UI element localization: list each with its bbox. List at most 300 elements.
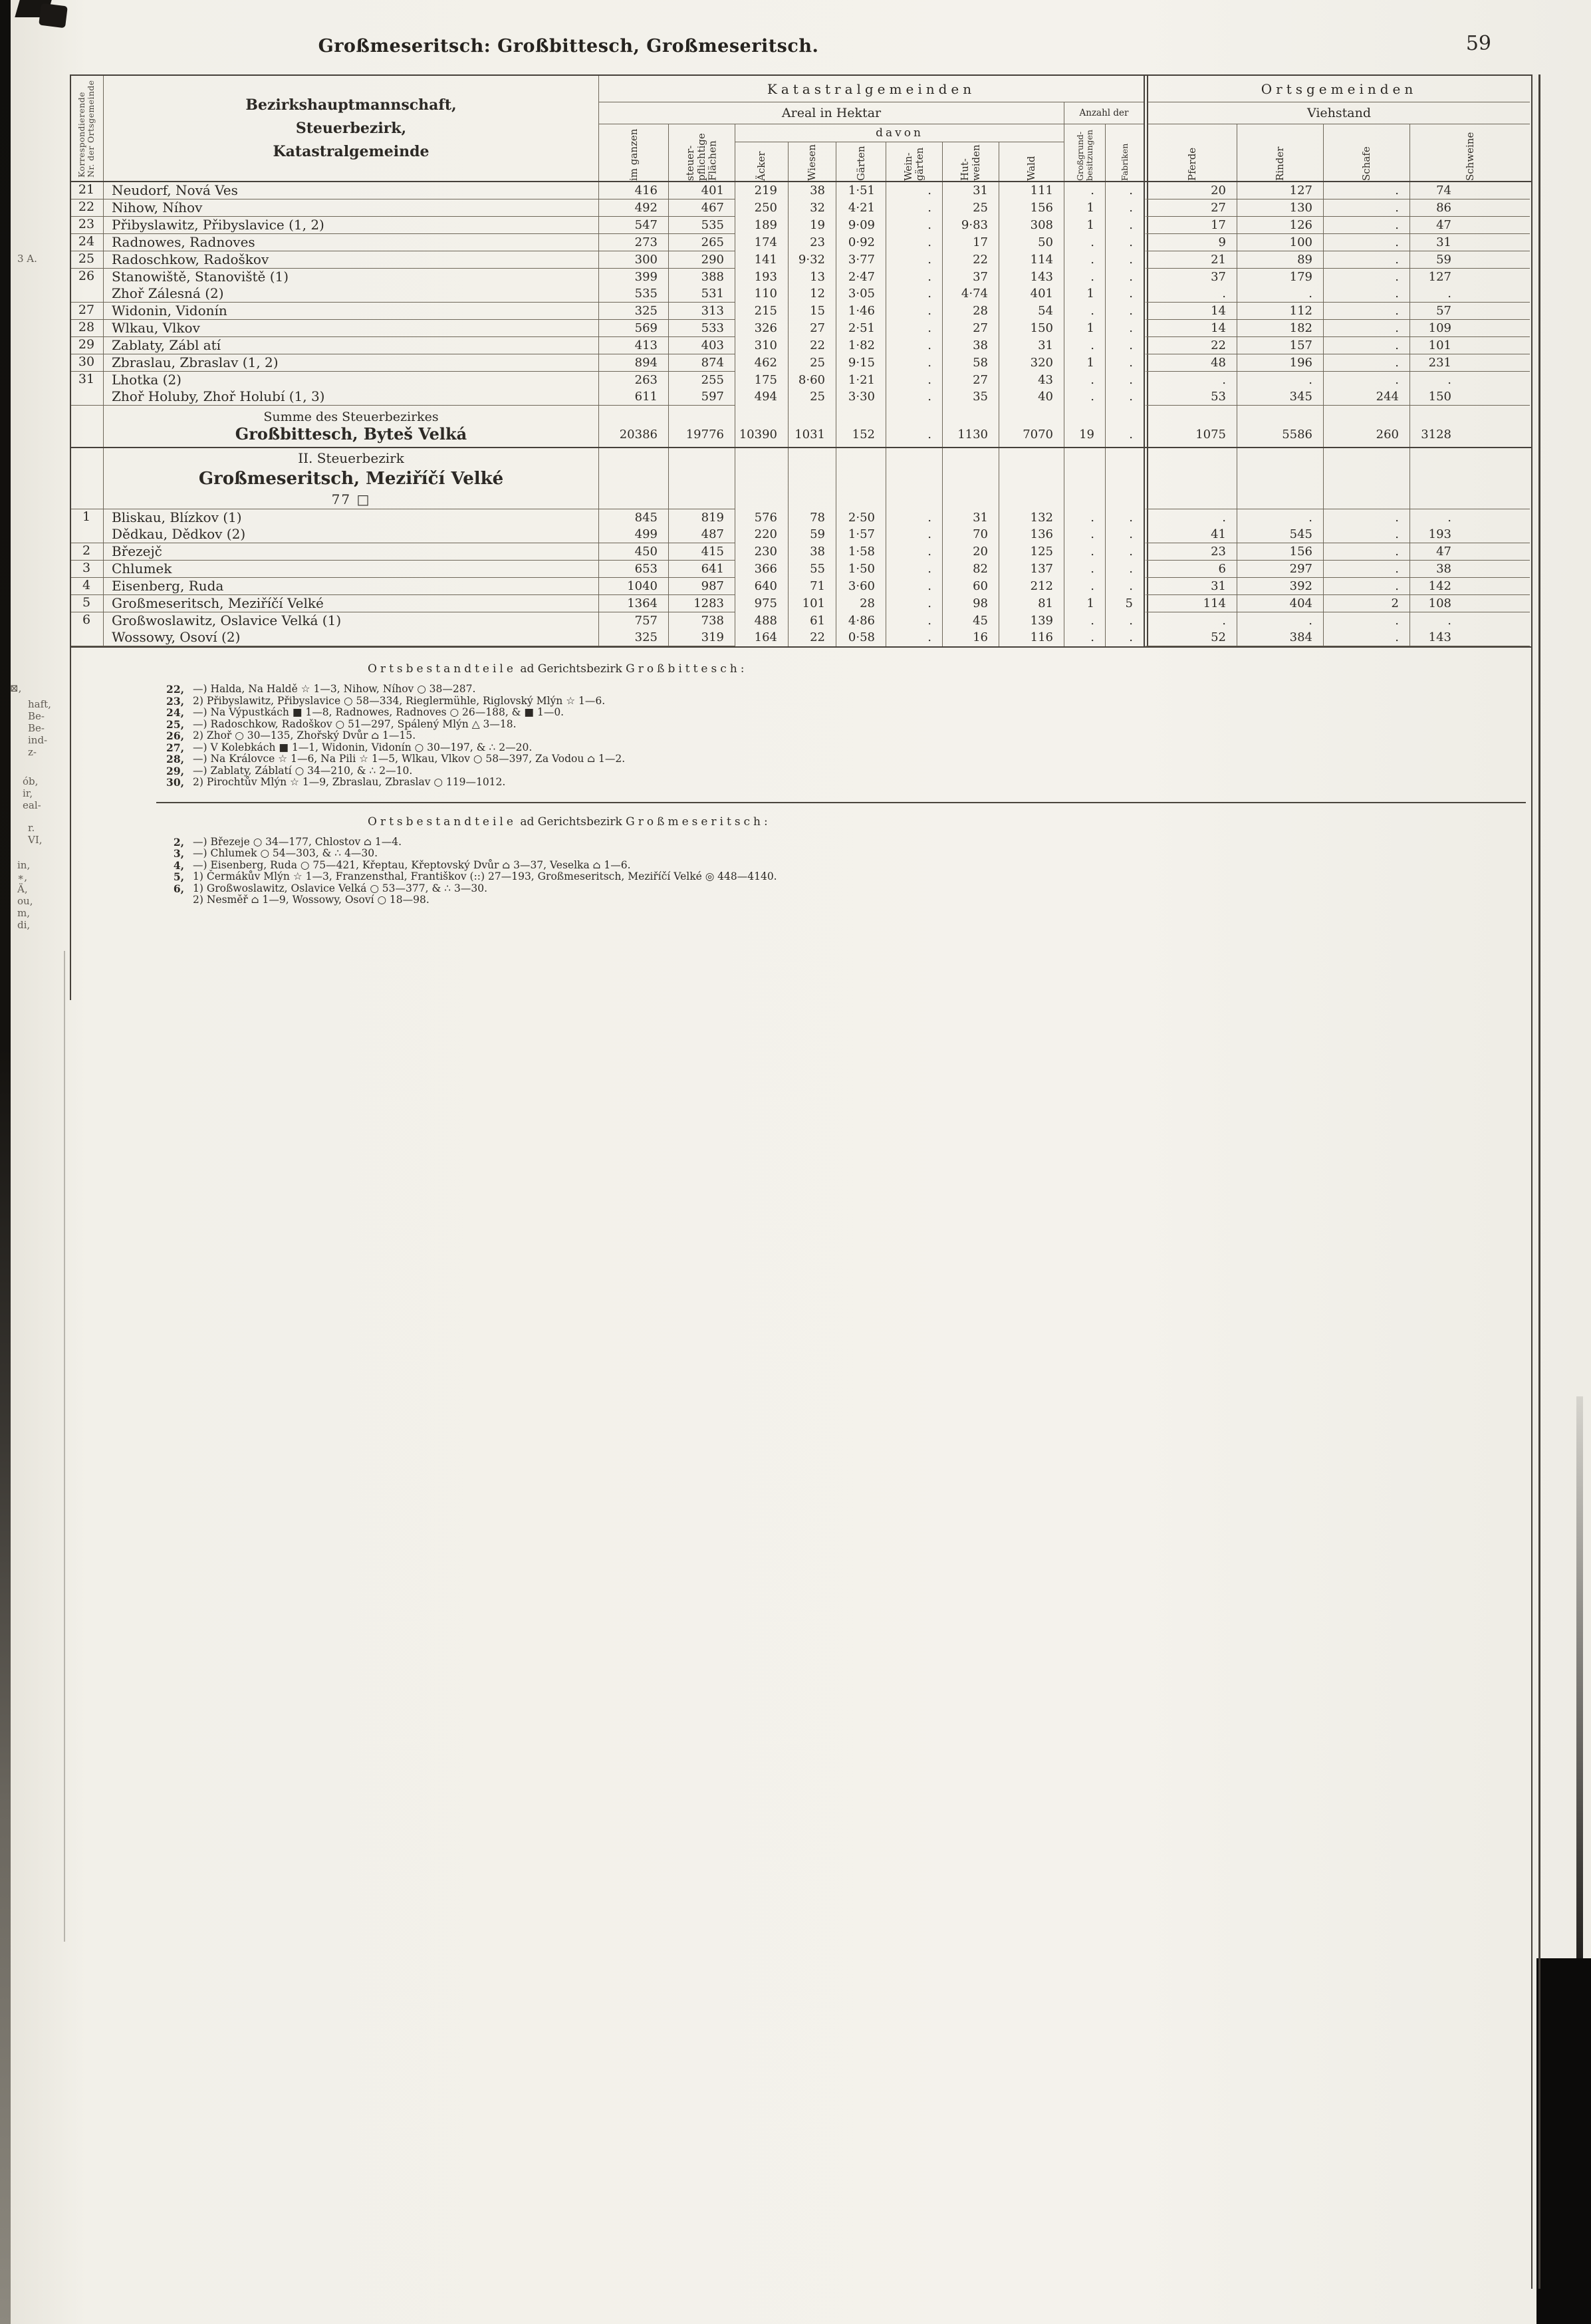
value: 265 [701,235,724,249]
value: 487 [701,527,724,541]
value: 28 [973,304,988,318]
value: 14 [1211,321,1226,335]
value: 143 [1428,630,1451,644]
col-header-grossgrund [1064,124,1105,181]
footnote-item [155,883,1531,895]
heading-ortsbestandteile: Ortsbestandteile [368,662,517,676]
value: 290 [701,253,724,267]
value: 250 [754,201,777,215]
value: 81 [1038,596,1053,610]
value-cell-wg [886,269,942,303]
row-number: 31 [70,372,103,406]
value-cell-ac [735,269,788,303]
margin-fragment: in, [17,859,31,871]
summe-value-gg [1064,406,1105,447]
value-cell-sp [668,234,735,251]
margin-fragment: VI, [28,834,43,846]
row-number: 5 [70,595,103,612]
value: 23 [810,235,825,249]
summe-value-wg [886,406,942,447]
value-cell-wa [999,372,1064,406]
margin-note [17,859,33,931]
empty-cell [598,448,668,509]
value: 5586 [1282,428,1312,442]
name-line: Zablaty, Zábl atí [112,337,221,353]
value: . [1308,511,1312,525]
value: 70 [973,527,988,541]
value: . [1395,356,1399,370]
value: 50 [1038,235,1053,249]
value: 345 [1289,390,1312,404]
value-cell-ac [735,234,788,251]
value-cell-ig [598,612,668,646]
value: 388 [701,270,724,284]
schweine-label: Schweine [1463,132,1476,181]
value: 2·50 [848,511,875,525]
value-cell-fa [1105,561,1144,578]
value: 71 [810,579,825,593]
value-cell-gg [1064,320,1105,337]
value: 54 [1038,304,1053,318]
summe-row [70,406,1531,448]
value: 57 [1436,304,1451,318]
value: 653 [634,562,658,576]
value: 845 [634,511,658,525]
value: . [1129,304,1133,318]
value-cell-sp [668,354,735,372]
value: 297 [1289,562,1312,576]
name-line: Bliskau, Blízkov (1) [112,509,242,525]
section-name: Großmeseritsch, Meziříčí Velké [198,468,504,489]
empty-cell [1323,448,1409,509]
value-cell-fa [1105,595,1144,612]
value: 175 [754,373,777,387]
value-cell-ac [735,372,788,406]
value-cell-ga [836,251,886,269]
value: . [1129,545,1133,559]
value: 101 [802,596,825,610]
value: 545 [1289,527,1312,541]
value: . [1129,235,1133,249]
value: 310 [754,338,777,352]
value-cell-sc [1323,199,1409,217]
value: 1·21 [848,373,875,387]
row-number: 2 [70,543,103,561]
katastralgemeinden-label: Katastralgemeinden [599,76,1144,102]
footnote-heading-grossmeseritsch [368,815,1531,829]
corr-nr-header-cell [70,76,103,181]
gemeinde-name [103,320,598,337]
value-cell-sp [668,543,735,561]
empty-cell [886,448,942,509]
value: 212 [1030,579,1053,593]
gemeinde-name [103,269,598,303]
footnotes [70,648,1531,906]
value: 415 [701,545,724,559]
value-cell-ri [1237,595,1323,612]
margin-fragment: m, [17,907,30,919]
davon-columns [735,142,1064,181]
value: . [1395,218,1399,232]
footnote-item [155,719,1531,731]
footnote-number: 22, [166,683,184,696]
value: 150 [1030,321,1053,335]
value-cell-ac [735,320,788,337]
value: 174 [754,235,777,249]
value: 219 [754,184,777,197]
value-cell-ac [735,561,788,578]
value-cell-sc [1323,372,1409,406]
row-number: 1 [70,509,103,543]
name-line: Dědkau, Dědkov (2) [112,526,246,542]
value: 260 [1376,428,1399,442]
value: 641 [701,562,724,576]
value: . [1308,614,1312,628]
value: 1 [1086,201,1094,215]
col-header-hutweiden [942,142,999,181]
value-cell-ri [1237,269,1323,303]
katastralgemeinden-group [598,76,1144,181]
footnote-text: 2) Přibyslawitz, Přibyslavice ○ 58—334, Rieglermühle, Riglovský Mlýn ☆ 1—6. [193,694,606,707]
value-cell-ga [836,182,886,199]
table-row [70,543,1531,561]
value: . [1395,184,1399,197]
value-cell-gg [1064,372,1105,406]
value-cell-ri [1237,251,1323,269]
value: 27 [973,321,988,335]
gemeinde-name [103,354,598,372]
value: 404 [1289,596,1312,610]
value: . [927,511,931,525]
value-cell-wa [999,612,1064,646]
summe-value-ri [1237,406,1323,447]
value: 22 [1211,338,1226,352]
areal-columns [599,124,1064,181]
empty-cell [1064,448,1105,509]
value-cell-fa [1105,217,1144,234]
margin-fragment: z- [28,746,37,758]
value-cell-hw [942,251,999,269]
value: 1 [1086,321,1094,335]
value-cell-sw [1409,595,1530,612]
value-cell-hw [942,217,999,234]
value-cell-ga [836,199,886,217]
value: 35 [973,390,988,404]
value-cell-ri [1237,612,1323,646]
margin-note [23,775,41,811]
value-cell-fa [1105,543,1144,561]
value: 20 [1211,184,1226,197]
summe-value-sw [1409,406,1530,447]
value-cell-wg [886,182,942,199]
value-cell-sw [1409,269,1530,303]
value: . [1090,253,1094,267]
name-column-header [103,76,598,181]
value-cell-wi [788,612,836,646]
footnote-heading-grossbittesch [368,662,1531,676]
value: 137 [1030,562,1053,576]
value-cell-ig [598,182,668,199]
value: 60 [973,579,988,593]
anzahl-columns [1064,124,1144,181]
value-cell-pf [1144,543,1237,561]
value: . [927,304,931,318]
value-cell-sp [668,372,735,406]
value-cell-ga [836,561,886,578]
value-cell-ac [735,578,788,595]
value-cell-pf [1144,303,1237,320]
value: 152 [852,428,875,442]
value-cell-wa [999,595,1064,612]
gaerten-label: Gärten [854,146,867,181]
value: 112 [1289,304,1312,318]
value: . [1090,614,1094,628]
value: 100 [1289,235,1312,249]
value: 987 [701,579,724,593]
table-row [70,509,1531,543]
value-cell-wa [999,303,1064,320]
value-cell-pf [1144,561,1237,578]
value-cell-fa [1105,320,1144,337]
ortsgemeinden-label: Ortsgemeinden [1148,76,1530,102]
value-cell-wa [999,269,1064,303]
value: . [1395,270,1399,284]
gemeinde-name [103,337,598,354]
empty-cell [788,448,836,509]
value: 255 [701,373,724,387]
value: 3·05 [848,287,875,301]
footnote-item [155,707,1531,719]
value: . [1129,338,1133,352]
value: 0·92 [848,235,875,249]
wald-label: Wald [1025,156,1038,181]
value-cell-gg [1064,595,1105,612]
value-cell-sc [1323,269,1409,303]
heading-ortsbestandteile: Ortsbestandteile [368,815,517,829]
footnote-text: —) V Kolebkách ■ 1—1, Widonin, Vidonín ○ 30—197, & ∴ 2—20. [193,741,533,753]
gemeinde-name [103,372,598,406]
value: . [1308,373,1312,387]
value-cell-gg [1064,509,1105,543]
value: 98 [973,596,988,610]
value: 1364 [627,596,658,610]
summe-label-line1: Summe des Steuerbezirkes [263,410,439,424]
value: 535 [701,218,724,232]
value-cell-pf [1144,509,1237,543]
value-cell-ac [735,217,788,234]
value-cell-ac [735,182,788,199]
value-cell-hw [942,269,999,303]
heading-ad-gerichtsbezirk: ad Gerichtsbezirk [520,815,622,829]
value: . [1129,356,1133,370]
value-cell-ig [598,595,668,612]
row-number: 23 [70,217,103,234]
value-cell-gg [1064,303,1105,320]
value-cell-ig [598,199,668,217]
value-cell-wa [999,578,1064,595]
row-number: 27 [70,303,103,320]
value: . [927,428,931,442]
pferde-label: Pferde [1186,147,1199,181]
value-cell-sc [1323,612,1409,646]
value-cell-ga [836,543,886,561]
footnote-number: 26, [166,729,184,742]
margin-fragment: eal- [23,799,41,811]
value-cell-pf [1144,269,1237,303]
value: 3·77 [848,253,875,267]
value: 1 [1086,356,1094,370]
value: . [927,235,931,249]
anzahl-label: Anzahl der [1064,102,1144,124]
scan-edge-left [0,0,11,2324]
value: 492 [634,201,658,215]
name-line: Wossowy, Osoví (2) [112,629,241,645]
value: 126 [1289,218,1312,232]
value: . [1395,511,1399,525]
value: . [1395,201,1399,215]
value: 19776 [685,428,724,442]
value: 1 [1086,218,1094,232]
value: 488 [754,614,777,628]
value-cell-sc [1323,595,1409,612]
value-cell-ac [735,354,788,372]
row-number: 6 [70,612,103,646]
value: 143 [1030,270,1053,284]
value-cell-ri [1237,354,1323,372]
value: 16 [973,630,988,644]
table-row [70,217,1531,234]
value: 31 [973,511,988,525]
value: 19 [810,218,825,232]
anzahl-group [1064,102,1144,181]
value: 215 [754,304,777,318]
value-cell-sc [1323,303,1409,320]
value-cell-ac [735,303,788,320]
value-cell-ig [598,303,668,320]
footnote-number: 23, [166,694,184,708]
summe-value-sp [668,406,735,447]
value: . [1129,614,1133,628]
section2-heading-row [70,448,1531,509]
name-line: Zhoř Zálesná (2) [112,285,224,301]
value-cell-pf [1144,354,1237,372]
value: 45 [973,614,988,628]
heading-colon: : [740,662,745,676]
value: 108 [1428,596,1451,610]
section2-title [103,448,598,509]
value-cell-wi [788,372,836,406]
table-row [70,354,1531,372]
value: 179 [1289,270,1312,284]
value-cell-ac [735,612,788,646]
footnote-item [155,837,1531,848]
empty-cell [1237,448,1323,509]
value-cell-wa [999,543,1064,561]
value-cell-ri [1237,372,1323,406]
col-header-gaerten [836,142,886,181]
value-cell-sc [1323,320,1409,337]
value: 82 [973,562,988,576]
value: 21 [1211,253,1226,267]
margin-fragment: ou, [17,895,33,907]
value: 20386 [619,428,658,442]
scan-blot [1536,1958,1591,2324]
value: 244 [1376,390,1399,404]
ortsgemeinden-group [1144,76,1530,181]
value-cell-wa [999,199,1064,217]
schafe-label: Schafe [1360,146,1373,181]
value: 31 [1436,235,1451,249]
value: . [1090,304,1094,318]
summe-value-fa [1105,406,1144,447]
value-cell-wa [999,217,1064,234]
value-cell-ga [836,337,886,354]
summe-value-wa [999,406,1064,447]
footnote-separator [156,802,1526,803]
table-row [70,303,1531,320]
value: . [1090,390,1094,404]
margin-fragment: di, [17,919,31,931]
row-number: 25 [70,251,103,269]
value-cell-sp [668,217,735,234]
value-cell-ri [1237,199,1323,217]
value: 611 [634,390,658,404]
value-cell-hw [942,320,999,337]
value: . [1129,511,1133,525]
value: 738 [701,614,724,628]
value: 48 [1211,356,1226,370]
value-cell-ga [836,612,886,646]
value: . [1090,545,1094,559]
empty-cell [668,448,735,509]
value-cell-pf [1144,320,1237,337]
value: 230 [754,545,777,559]
value-cell-sc [1323,337,1409,354]
value: 413 [634,338,658,352]
value: 975 [754,596,777,610]
value-cell-gg [1064,578,1105,595]
value: . [1129,562,1133,576]
value: . [1090,511,1094,525]
value-cell-wi [788,234,836,251]
value: 52 [1211,630,1226,644]
row-number: 21 [70,182,103,199]
value: 576 [754,511,777,525]
value: 47 [1436,218,1451,232]
gemeinde-name [103,561,598,578]
value-cell-pf [1144,595,1237,612]
value-cell-wi [788,354,836,372]
value: . [1090,338,1094,352]
value-cell-ga [836,217,886,234]
empty-cell [1105,448,1144,509]
value-cell-gg [1064,217,1105,234]
value-cell-ig [598,543,668,561]
value-cell-wa [999,251,1064,269]
value-cell-sw [1409,251,1530,269]
value-cell-ri [1237,234,1323,251]
value: 462 [754,356,777,370]
value-cell-sw [1409,561,1530,578]
name-line: Přibyslawitz, Přibyslavice (1, 2) [112,217,324,233]
value: . [1129,218,1133,232]
value-cell-ga [836,303,886,320]
footnote-number: 4, [173,858,184,872]
value: . [927,356,931,370]
value: 7070 [1023,428,1053,442]
value: 1130 [957,428,988,442]
footnote-item [155,730,1531,742]
